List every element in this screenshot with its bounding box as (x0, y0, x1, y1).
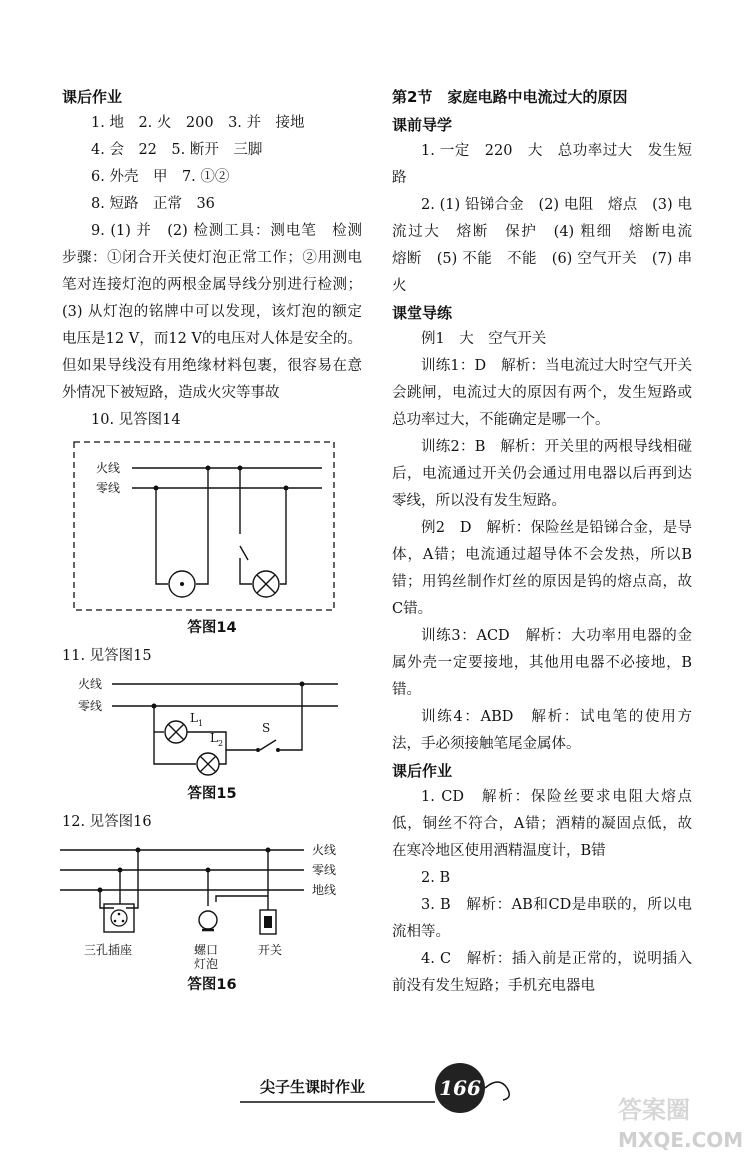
fig15-neutral-label: 零线 (78, 699, 103, 713)
answer-11: 11. 见答图15 (62, 648, 152, 664)
fig16-switch-label: 开关 (258, 943, 283, 957)
fig15-l2-sub: 2 (217, 739, 224, 748)
hw-line-4: 4. C 解析：插入前是正常的，说明插入前没有发生短路；手机充电器电 (392, 951, 692, 994)
right-column (392, 84, 707, 1000)
fig16-earth-label: 地线 (312, 883, 337, 897)
figure-14 (60, 434, 350, 614)
answer-line-6: 10. 见答图14 (91, 412, 181, 428)
class-line-4: 例2 D 解析：保险丝是铅锑合金，是导体，A错；电流通过超导体不会发热，所以B错；用钨丝制作灯丝的原因是钨的熔点高，故C错。 (392, 520, 692, 617)
fig14-neutral-label: 零线 (96, 481, 121, 495)
fig14-caption: 答图14 (187, 620, 237, 636)
hw-line-1: 1. CD 解析：保险丝要求电阻大熔点低，铜丝不符合，A错；酒精的凝固点低，故在寒冷地区使用酒精温度计，B错 (392, 789, 692, 859)
fig16-lamp-label-2: 灯泡 (194, 957, 219, 971)
class-line-6: 训练4：ABD 解析：试电笔的使用方法，手必须接触笔尾金属体。 (392, 709, 692, 752)
fig16-lamp-label-1: 螺口 (194, 943, 219, 957)
footer-title: 尖子生课时作业 (260, 1078, 366, 1096)
fig16-socket-label: 三孔插座 (84, 943, 133, 957)
figure-15 (60, 670, 350, 780)
fig15-l1-sub: 1 (197, 719, 204, 728)
fig15-l1-label (190, 711, 203, 728)
page-footer (240, 1058, 540, 1118)
class-line-2: 训练1：D 解析：当电流过大时空气开关会跳闸，电流过大的原因有两个，发生短路或总功率过大，不能确定是哪一个。 (392, 358, 692, 428)
fig15-l2-letter: L (210, 731, 218, 745)
watermark-logo: 答案圈 (618, 1096, 690, 1124)
fig16-live-label: 火线 (312, 843, 337, 857)
fig15-switch-label: S (262, 721, 271, 735)
page-number: 166 (435, 1063, 485, 1113)
answer-line-4: 8. 短路 正常 36 (91, 196, 215, 212)
watermark-url: MXQE.COM (618, 1128, 744, 1152)
fig15-l1-letter: L (190, 711, 198, 725)
answer-line-1: 1. 地 2. 火 200 3. 并 接地 (91, 115, 305, 131)
class-line-3: 训练2：B 解析：开关里的两根导线相碰后，电流通过开关仍会通过用电器以后再到达零线，所以没有发生短路。 (392, 439, 692, 509)
fig14-live-label: 火线 (96, 461, 121, 475)
after-class-heading: 课后作业 (392, 762, 453, 780)
figure-16 (60, 836, 360, 971)
answer-line-5: 9. (1) 并 (2) 检测工具：测电笔 检测步骤：①闭合开关使灯泡正常工作；②用测电笔对连接灯泡的两根金属导线分别进行检测；(3) 从灯泡的铭牌中可以发现，该灯泡的额定电压是12 V，而12 V的电压对人体是安全的。但如果导线没有用绝缘材料包裹，很容易在意外情况下被短路，造成火灾等事故 (62, 223, 362, 401)
class-line-5: 训练3：ACD 解析：大功率用电器的金属外壳一定要接地，其他用电器不必接地，B错。 (392, 628, 692, 698)
hw-line-2: 2. B (421, 870, 451, 886)
homework-heading: 课后作业 (62, 88, 123, 106)
class-practice-heading: 课堂导练 (392, 304, 453, 322)
pre-study-line-2: 2. (1) 铅锑合金 (2) 电阻 熔点 (3) 电流过大 熔断 保护 (4) 粗细 熔断电流 熔断 (5) 不能 不能 (6) 空气开关 (7) 串 火 (392, 197, 707, 294)
class-line-1: 例1 大 空气开关 (421, 331, 547, 347)
fig15-live-label: 火线 (78, 677, 103, 691)
fig16-neutral-label: 零线 (312, 863, 337, 877)
left-column (62, 84, 362, 1000)
fig15-l2-label (210, 731, 223, 748)
pre-study-heading: 课前导学 (392, 116, 453, 134)
hw-line-3: 3. B 解析：AB和CD是串联的，所以电流相等。 (392, 897, 692, 940)
answer-line-2: 4. 会 22 5. 断开 三脚 (91, 142, 263, 158)
answer-12: 12. 见答图16 (62, 814, 152, 830)
answer-line-3: 6. 外壳 甲 7. ①② (91, 169, 230, 185)
fig16-caption: 答图16 (187, 977, 237, 993)
pre-study-line-1: 1. 一定 220 大 总功率过大 发生短路 (392, 143, 692, 186)
fig15-caption: 答图15 (187, 786, 237, 802)
section-title: 第2节 家庭电路中电流过大的原因 (392, 88, 628, 106)
